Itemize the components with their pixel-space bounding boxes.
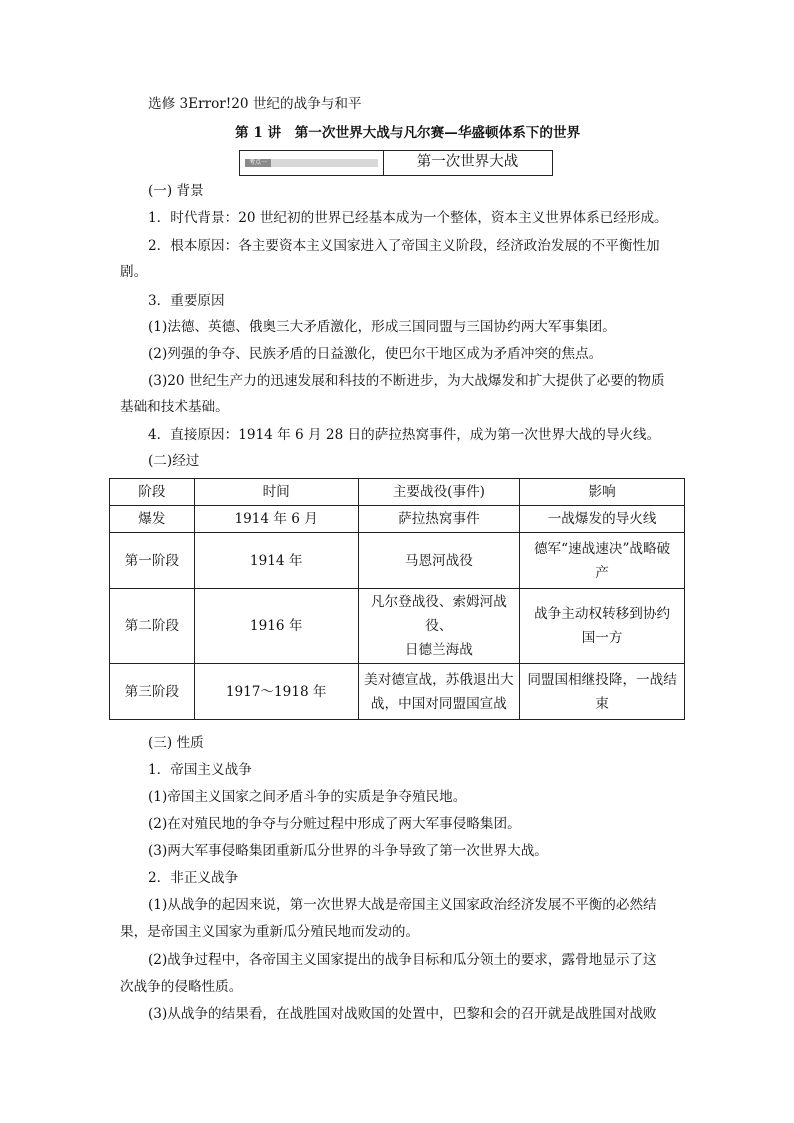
paragraph: 2．根本原因：各主要资本主义国家进入了帝国主义阶段，经济政治发展的不平衡性加 (148, 238, 660, 254)
event-cell: 萨拉热窝事件 (358, 506, 520, 533)
paragraph: (2)战争过程中，各帝国主义国家提出的战争目标和瓜分领土的要求，露骨地显示了这 (148, 952, 657, 968)
stage-cell: 第二阶段 (110, 589, 195, 664)
impact-cell (520, 664, 685, 720)
time-cell: 1914 年 6 月 (194, 506, 358, 533)
impact-line: 战争主动权转移到协约 (534, 606, 671, 622)
event-cell: 马恩河战役 (358, 533, 520, 589)
impact-line: 德军“速战速决”战略破 (533, 540, 671, 557)
paragraph: (3)20 世纪生产力的迅速发展和科技的不断进步，为大战爆发和扩大提供了必要的物质 (148, 373, 665, 389)
section-title-background: (一) 背景 (148, 183, 204, 199)
impact-line: 产 (595, 564, 609, 581)
table-row (110, 506, 685, 533)
impact-line: 束 (595, 695, 609, 712)
time-cell: 1916 年 (194, 589, 358, 664)
impact-cell (520, 533, 685, 589)
paragraph: (2)列强的争夺、民族矛盾的日益激化，使巴尔干地区成为矛盾冲突的焦点。 (148, 346, 603, 362)
event-line: 美对德宣战，苏俄退出大 (364, 671, 514, 688)
header-cell: 影响 (520, 479, 685, 506)
paragraph: 剧。 (120, 264, 148, 280)
paragraph: 4．直接原因：1914 年 6 月 28 日的萨拉热窝事件，成为第一次世界大战的导火线。 (148, 427, 661, 443)
table-row (110, 664, 685, 720)
header-cell: 时间 (194, 479, 358, 506)
event-line: 凡尔登战役、索姆河战役、 (370, 594, 507, 634)
topic-header-box (239, 150, 553, 176)
impact-cell: 一战爆发的导火线 (520, 506, 685, 533)
section-title-nature: (三) 性质 (148, 735, 204, 751)
paragraph: 1．帝国主义战争 (148, 762, 252, 778)
paragraph: 次战争的侵略性质。 (120, 979, 243, 995)
paragraph: 2．非正义战争 (148, 870, 239, 886)
paragraph: (3)两大军事侵略集团重新瓜分世界的斗争导致了第一次世界大战。 (148, 843, 548, 859)
module-title: 选修 3Error!20 世纪的战争与和平 (148, 96, 362, 112)
paragraph: 果，是帝国主义国家为重新瓜分殖民地而发动的。 (120, 924, 420, 940)
impact-line: 国一方 (581, 630, 623, 646)
paragraph: (1)从战争的起因来说，第一次世界大战是帝国主义国家政治经济发展不平衡的必然结 (148, 897, 657, 913)
paragraph: (1)帝国主义国家之间矛盾斗争的实质是争夺殖民地。 (148, 789, 467, 805)
paragraph: 3．重要原因 (148, 293, 225, 309)
section-title-process: (二)经过 (148, 453, 200, 469)
lecture-title: 第 1 讲 第一次世界大战与凡尔赛—华盛顿体系下的世界 (235, 125, 581, 141)
paragraph: (1)法德、英德、俄奥三大矛盾激化，形成三国同盟与三国协约两大军事集团。 (148, 319, 616, 335)
paragraph: (2)在对殖民地的争夺与分赃过程中形成了两大军事侵略集团。 (148, 816, 521, 832)
event-cell (358, 664, 520, 720)
table-row (110, 589, 685, 664)
stage-cell: 爆发 (110, 506, 195, 533)
impact-cell (520, 589, 685, 664)
paragraph: (3)从战争的结果看，在战胜国对战败国的处置中，巴黎和会的召开就是战胜国对战败 (148, 1006, 657, 1022)
war-stages-table (109, 478, 685, 720)
impact-line: 同盟国相继投降，一战结 (527, 671, 677, 688)
event-line: 战，中国对同盟国宣战 (370, 695, 507, 712)
stage-cell: 第三阶段 (110, 664, 195, 720)
time-cell: 1914 年 (194, 533, 358, 589)
table-header-row (110, 479, 685, 506)
event-cell (358, 589, 520, 664)
table-row (110, 533, 685, 589)
paragraph: 1．时代背景：20 世纪初的世界已经基本成为一个整体，资本主义世界体系已经形成。 (148, 210, 668, 226)
stage-cell: 第一阶段 (110, 533, 195, 589)
topic-title: 第一次世界大战 (416, 154, 519, 170)
header-cell: 主要战役(事件) (358, 479, 520, 506)
time-cell: 1917～1918 年 (194, 664, 358, 720)
event-line: 日德兰海战 (404, 642, 473, 658)
header-cell: 阶段 (110, 479, 195, 506)
topic-tag-cell (240, 151, 384, 175)
topic-tag-label: 考点一 (245, 159, 271, 167)
paragraph: 基础和技术基础。 (120, 399, 229, 415)
